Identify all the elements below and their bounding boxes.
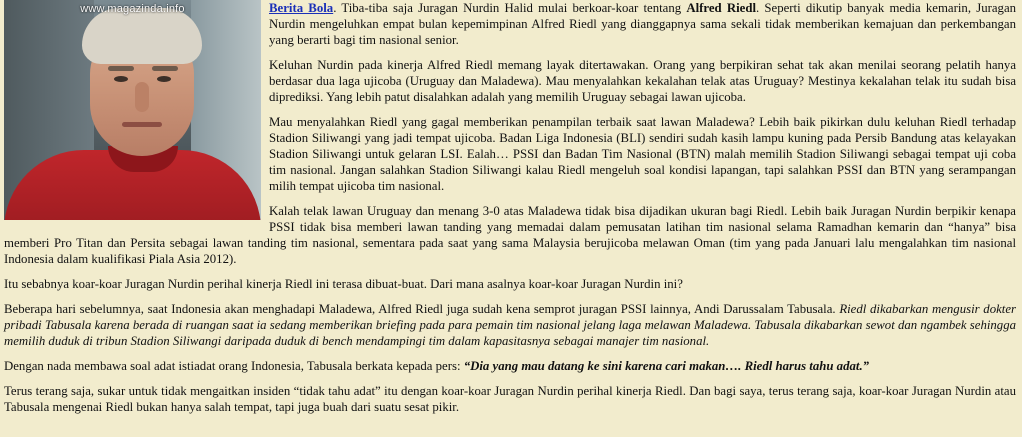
article-photo bbox=[4, 0, 261, 220]
left-eyebrow bbox=[108, 66, 134, 71]
paragraph-6 bbox=[4, 301, 1016, 349]
paragraph-3: Mau menyalahkan Riedl yang gagal memberikan penampilan terbaik saat lawan Maladewa? Lebih baik pikirkan dulu keluhan Riedl terhadap Stadion Siliwangi yang jadi tempat ujicoba. Badan Liga Indonesia (BLI) sendiri sudah kasih lampu kuning pada Persib Bandung atas kelayakan Stadion Siliwangi untuk gelaran LSI. Ealah… PSSI dan Badan Tim Nasional (BTN) malah memilih Stadion Siliwangi sebagai tempat uji coba tim nasional. Jangan salahkan Stadion Siliwangi kalau Riedl mengeluh soal kondisi lapangan, tapi salahkan PSSI dan BTN yang serampangan milih tempat ujicoba tim nasional. bbox=[269, 115, 1016, 193]
paragraph-1-text-b: . Seperti dikutip banyak media kemarin, Juragan Nurdin mengeluhkan empat bulan kepemimpinan Alfred Riedl yang dianggapnya sama sekali tidak memberikan kemajuan dan perkembangan yang berarti bagi tim nasional senior. bbox=[269, 1, 1017, 47]
nose bbox=[135, 82, 149, 112]
right-eyebrow bbox=[152, 66, 178, 71]
paragraph-1-text-a: . Tiba-tiba saja Juragan Nurdin Halid mulai berkoar-koar tentang bbox=[333, 1, 687, 15]
paragraph-7 bbox=[4, 358, 1016, 374]
paragraph-6-italic: Riedl dikabarkan mengusir dokter pribadi Tabusala karena berada di ruangan saat ia sedang memberikan briefing pada para pemain tim nasional jelang laga melawan Maladewa. Tabusala dikabarkan sewot dan ngambek sehingga memilih duduk di tribun Stadion Siliwangi daripada duduk di bench mendampingi tim dalam kapasitasnya sebagai manajer tim nasional. bbox=[4, 302, 1017, 348]
paragraph-4: Kalah telak lawan Uruguay dan menang 3-0 atas Maladewa tidak bisa dijadikan ukuran bagi Riedl. Lebih baik Juragan Nurdin berpikir kenapa PSSI tidak bisa memberi lawan tanding yang memadai dalam pemusatan latihan tim nasional selama Ramadhan kemarin dan “hanya” bisa memberi Pro Titan dan Persita sebagai lawan tanding tim nasional, sementara pada saat yang sama Malaysia berujicoba melawan Oman (tim yang pada Januari lalu mengalahkan tim nasional Indonesia dalam kualifikasi Piala Asia 2012). bbox=[4, 204, 1016, 266]
mouth bbox=[122, 122, 162, 127]
paragraph-7-quote: “Dia yang mau datang ke sini karena cari makan…. Riedl harus tahu adat.” bbox=[463, 359, 870, 373]
paragraph-5: Itu sebabnya koar-koar Juragan Nurdin perihal kinerja Riedl ini terasa dibuat-buat. Dari mana asalnya koar-koar Juragan Nurdin ini? bbox=[4, 277, 683, 291]
right-eye bbox=[157, 76, 171, 82]
grey-hair bbox=[82, 8, 202, 64]
left-eye bbox=[114, 76, 128, 82]
berita-bola-link[interactable]: Berita Bola bbox=[269, 1, 334, 15]
paragraph-2: Keluhan Nurdin pada kinerja Alfred Riedl memang layak ditertawakan. Orang yang berpikiran sehat tak akan menilai seorang pelatih hanya berdasar dua laga ujicoba (Uruguay dan Maladewa). Mau menyalahkan kekalahan telak atas Uruguay? Mestinya kekalahan telak itu sudah bisa diprediksi. Yang lebih patut disalahkan adalah yang memilih Uruguay sebagai lawan ujicoba. bbox=[269, 58, 1016, 104]
paragraph-1-name: Alfred Riedl bbox=[686, 1, 757, 15]
paragraph-8: Terus terang saja, sukar untuk tidak mengaitkan insiden “tidak tahu adat” itu dengan koar-koar Juragan Nurdin perihal kinerja Riedl. Dan bagi saya, terus terang saja, koar-koar Juragan Nurdin atau Tabusala mengenai Riedl bukan hanya salah tempat, tapi juga buah dari suatu sesat pikir. bbox=[4, 384, 1016, 414]
paragraph-6-text: Beberapa hari sebelumnya, saat Indonesia akan menghadapi Maladewa, Alfred Riedl juga sudah kena semprot juragan PSSI lainnya, Andi Darussalam Tabusala. bbox=[4, 302, 840, 316]
paragraph-7-text: Dengan nada membawa soal adat istiadat orang Indonesia, Tabusala berkata kepada pers: bbox=[4, 359, 464, 373]
photo-watermark: www.magazinda.info bbox=[80, 3, 185, 15]
